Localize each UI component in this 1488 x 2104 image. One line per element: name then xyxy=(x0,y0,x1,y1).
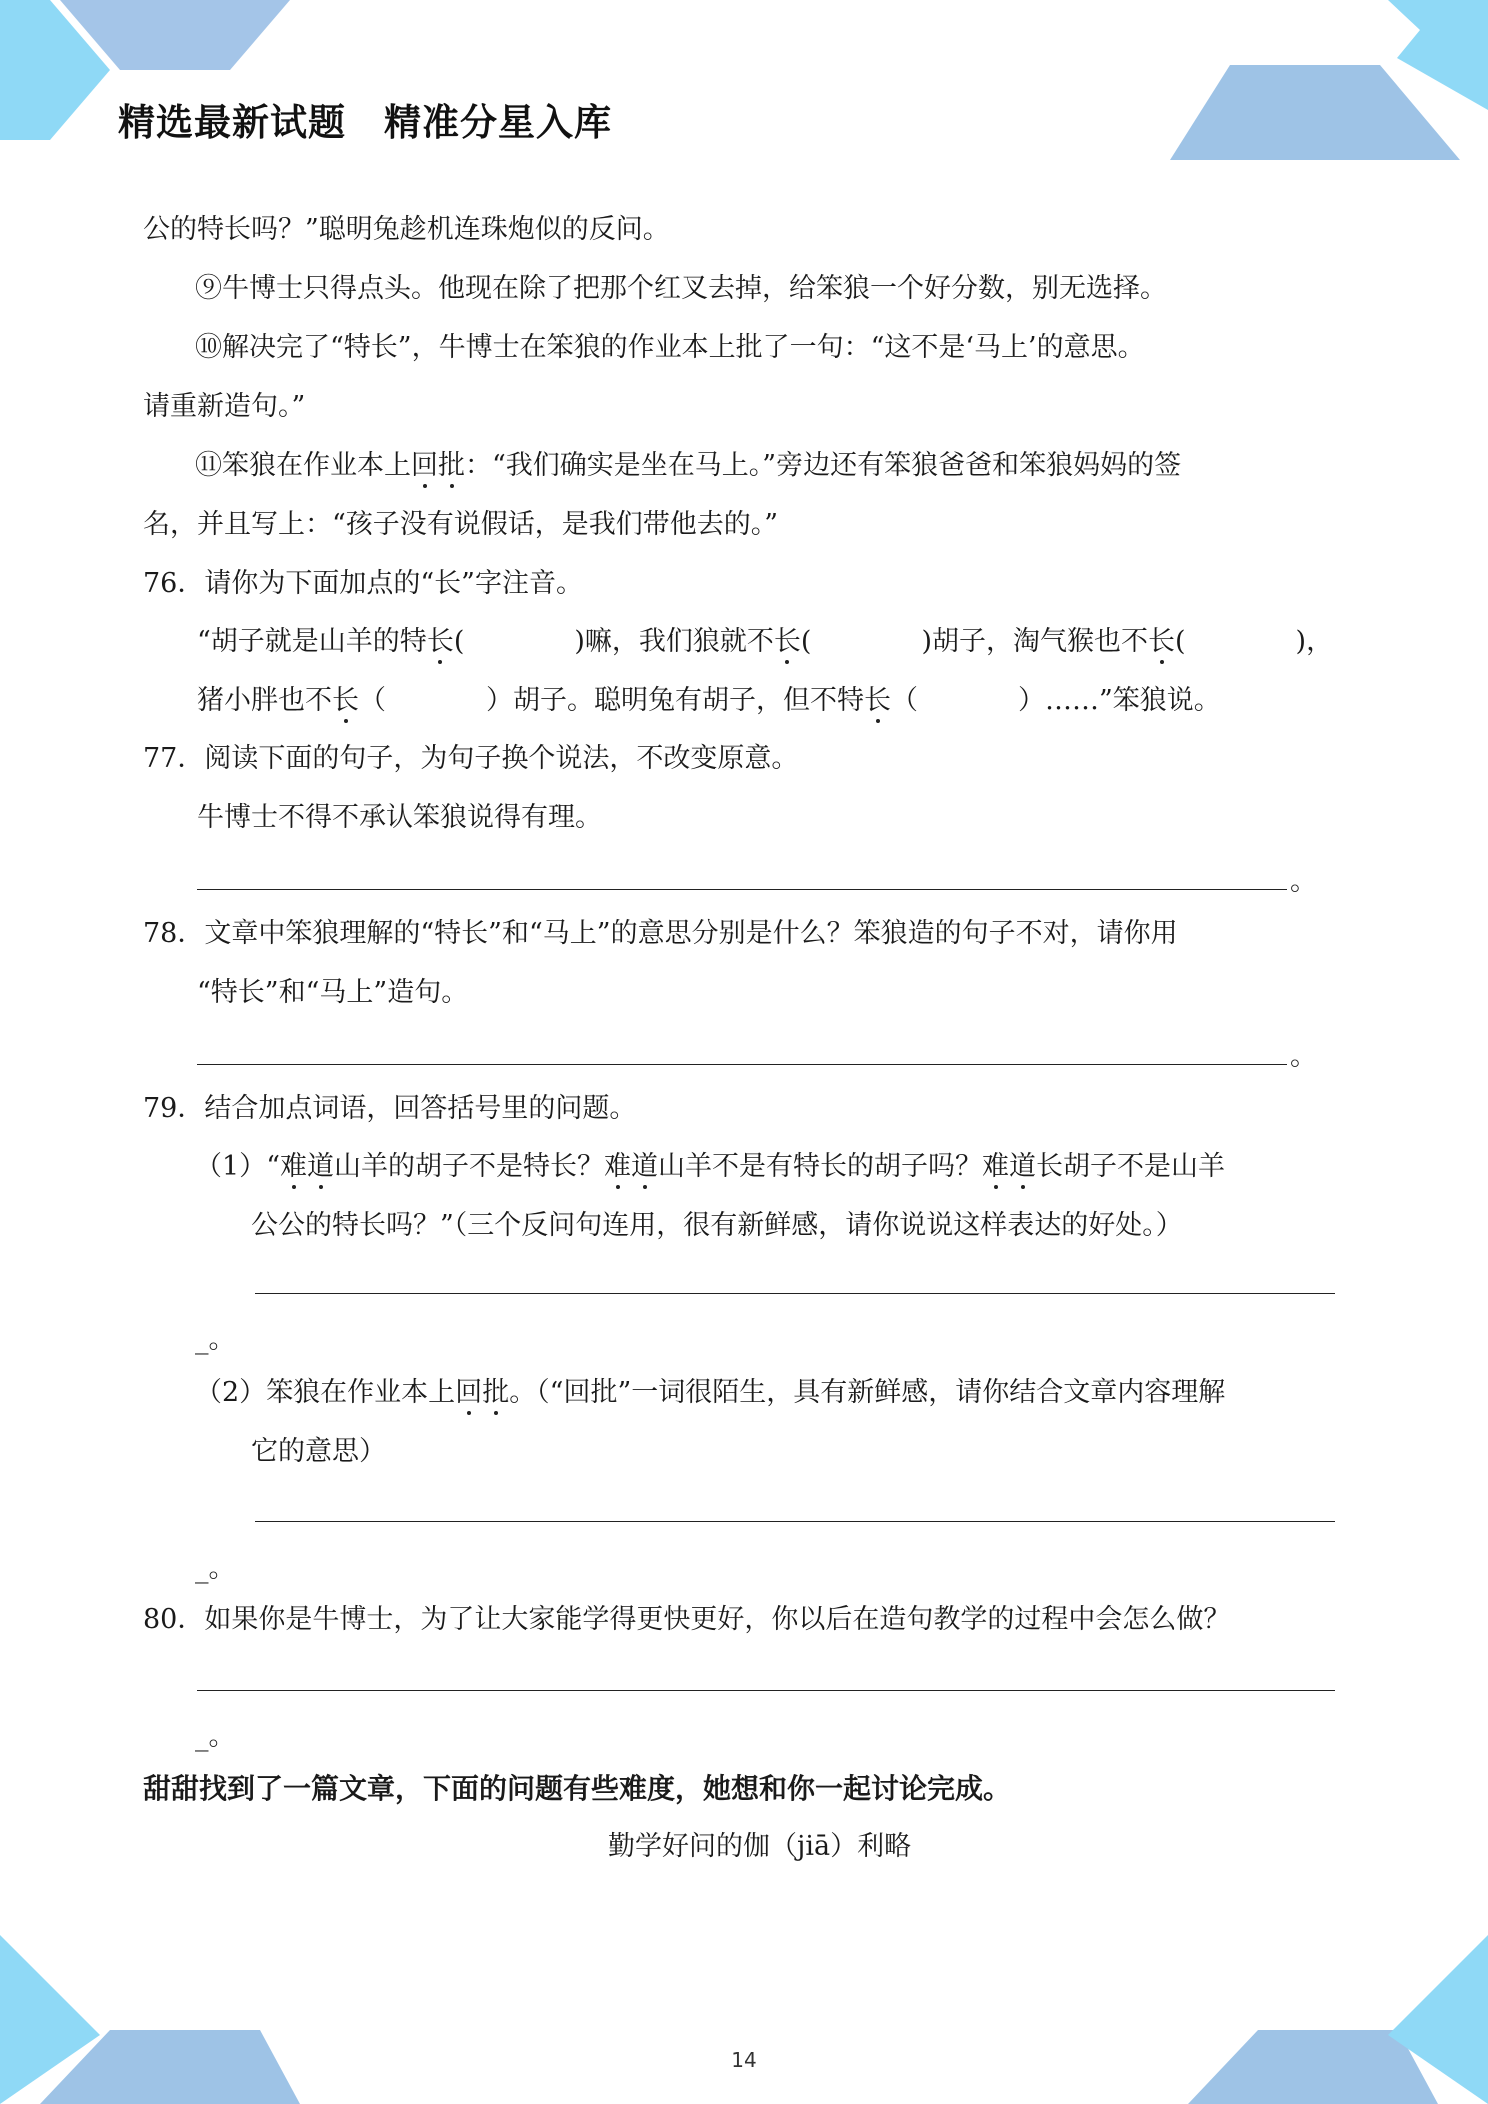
question-79-part-1-line-2: 公公的特长吗？”（三个反问句连用，很有新鲜感，请你说说这样表达的好处。） xyxy=(251,1210,1183,1241)
period: 。 xyxy=(1290,866,1317,897)
question-76-line-1: “胡子就是山羊的特长( )嘛，我们狼就不长( )胡子，淘气猴也不长( )， xyxy=(197,626,1334,657)
dotted-char: 道 xyxy=(631,1151,658,1182)
header-part-1: 精选最新试题 xyxy=(118,101,346,144)
dotted-char: 长 xyxy=(773,626,801,657)
section-intro: 甜甜找到了一篇文章，下面的问题有些难度，她想和你一起讨论完成。 xyxy=(143,1772,1012,1805)
passage-line-1: 公的特长吗？”聪明兔趁机连珠炮似的反问。 xyxy=(143,214,670,245)
question-76-line-2: 猪小胖也不长（ ）胡子。聪明兔有胡子，但不特长（ ）……”笨狼说。 xyxy=(197,685,1221,716)
answer-line[interactable] xyxy=(197,889,1287,890)
top-right-decoration xyxy=(1170,0,1488,170)
page-header xyxy=(118,92,612,146)
dotted-char: 道 xyxy=(1009,1151,1036,1182)
dotted-char: 批 xyxy=(482,1377,510,1408)
header-part-2: 精准分星入库 xyxy=(384,101,612,144)
answer-line[interactable] xyxy=(255,1293,1335,1294)
dotted-char: 难 xyxy=(280,1151,307,1182)
answer-end: _。 xyxy=(195,1553,236,1584)
answer-line[interactable] xyxy=(197,1690,1335,1691)
dotted-char: 回 xyxy=(411,450,438,481)
passage-paragraph-9: ⑨牛博士只得点头。他现在除了把那个红叉去掉，给笨狼一个好分数，别无选择。 xyxy=(195,273,1167,304)
dotted-char: 道 xyxy=(307,1151,334,1182)
passage-line-4: 请重新造句。” xyxy=(143,391,306,422)
dotted-char: 批 xyxy=(438,450,465,481)
question-79: 79．结合加点词语，回答括号里的问题。 xyxy=(143,1093,637,1124)
passage-paragraph-10: ⑩解决完了“特长”，牛博士在笨狼的作业本上批了一句：“这不是‘马上’的意思。 xyxy=(195,332,1145,363)
answer-end: _。 xyxy=(195,1721,236,1752)
dotted-char: 长 xyxy=(864,685,891,716)
question-79-part-2: （2）笨狼在作业本上回批。（“回批”一词很陌生，具有新鲜感，请你结合文章内容理解 xyxy=(195,1377,1226,1408)
period: 。 xyxy=(1290,1041,1317,1072)
passage-line-6: 名，并且写上：“孩子没有说假话，是我们带他去的。” xyxy=(143,509,779,540)
question-79-part-2-line-2: 它的意思） xyxy=(251,1436,386,1467)
bottom-left-decoration xyxy=(0,1925,320,2104)
answer-line[interactable] xyxy=(255,1521,1335,1522)
dotted-char: 难 xyxy=(604,1151,631,1182)
dotted-char: 回 xyxy=(455,1377,483,1408)
question-80: 80．如果你是牛博士，为了让大家能学得更快更好，你以后在造句教学的过程中会怎么做？ xyxy=(143,1604,1231,1635)
question-77-sentence: 牛博士不得不承认笨狼说得有理。 xyxy=(197,802,602,833)
question-78: 78．文章中笨狼理解的“特长”和“马上”的意思分别是什么？笨狼造的句子不对，请你用 xyxy=(143,918,1178,949)
question-78-line-2: “特长”和“马上”造句。 xyxy=(197,977,469,1008)
passage-paragraph-11: ⑪笨狼在作业本上回批：“我们确实是坐在马上。”旁边还有笨狼爸爸和笨狼妈妈的签 xyxy=(195,450,1182,481)
answer-line[interactable] xyxy=(197,1064,1287,1065)
question-77: 77．阅读下面的句子，为句子换个说法，不改变原意。 xyxy=(143,743,799,774)
question-76: 76．请你为下面加点的“长”字注音。 xyxy=(143,568,583,599)
dotted-char: 长 xyxy=(332,685,359,716)
question-79-part-1: （1）“难道山羊的胡子不是特长？难道山羊不是有特长的胡子吗？难道长胡子不是山羊 xyxy=(195,1151,1225,1182)
bottom-right-decoration xyxy=(1168,1925,1488,2104)
article-title: 勤学好问的伽（jiā）利略 xyxy=(608,1831,912,1862)
answer-end: _。 xyxy=(195,1324,236,1355)
dotted-char: 难 xyxy=(982,1151,1009,1182)
dotted-char: 长 xyxy=(426,626,454,657)
page-number: 14 xyxy=(731,2048,757,2072)
dotted-char: 长 xyxy=(1148,626,1175,657)
